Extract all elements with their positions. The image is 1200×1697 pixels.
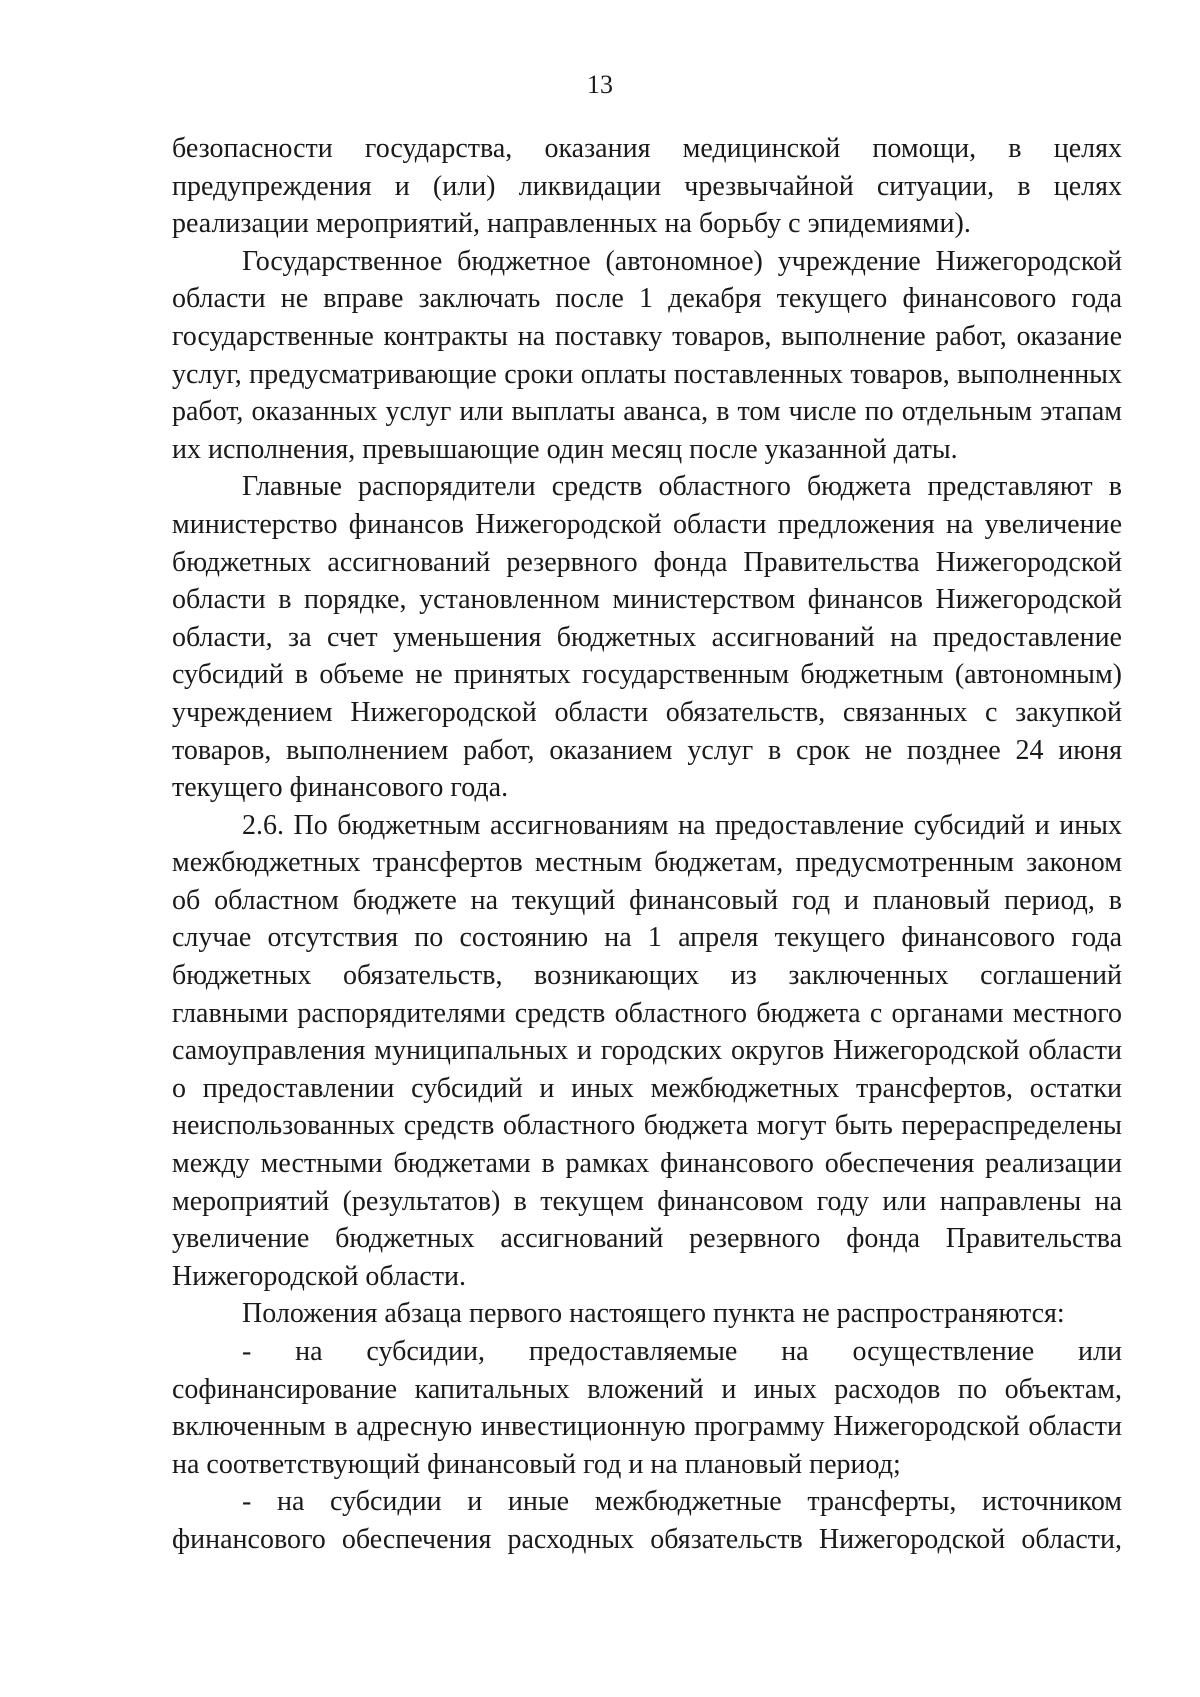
paragraph-institution-contracts: Государственное бюджетное (автономное) учреждение Нижегородской области не вправе заключать после 1 декабря текущего финансового года государственные контракты на поставку товаров, выполнение работ, оказание услуг, предусматривающие сроки оплаты поставленных товаров, выполненных работ, оказанных услуг или выплаты аванса, в том числе по отдельным этапам их исполнения, превышающие один месяц после указанной даты. — [172, 245, 1122, 465]
paragraph-exceptions-intro: Положения абзаца первого настоящего пункта не распространяются: — [242, 1298, 1065, 1330]
list-item-interbudget-transfers: - на субсидии и иные межбюджетные трансферты, источником финансового обеспечения расходных обязательств Нижегородской области, — [172, 1486, 1122, 1555]
page-number: 13 — [587, 70, 613, 99]
paragraph-continuation: безопасности государства, оказания медицинской помощи, в целях предупреждения и (или) ликвидации чрезвычайной ситуации, в целях реализации мероприятий, направленных на борьбу с эпидемиями). — [172, 133, 1122, 240]
paragraph-reserve-fund-proposals: Главные распорядители средств областного бюджета представляют в министерство финансов Нижегородской области предложения на увеличение бюджетных ассигнований резервного фонда Правительства Нижегородской области в порядке, установленном министерством финансов Нижегородской области, за счет уменьшения бюджетных ассигнований на предоставление субсидий в объеме не принятых государственным бюджетным (автономным) учреждением Нижегородской области обязательств, связанных с закупкой товаров, выполнением работ, оказанием услуг в срок не позднее 24 июня текущего финансового года. — [172, 471, 1122, 804]
document-body — [172, 130, 1122, 1559]
list-item-capital-investments: - на субсидии, предоставляемые на осуществление или софинансирование капитальных вложений и иных расходов по объектам, включенным в адресную инвестиционную программу Нижегородской области на соответствующий финансовый год и на плановый период; — [172, 1336, 1122, 1480]
paragraph-2-6: 2.6. По бюджетным ассигнованиям на предоставление субсидий и иных межбюджетных трансфертов местным бюджетам, предусмотренным законом об областном бюджете на текущий финансовый год и плановый период, в случае отсутствия по состоянию на 1 апреля текущего финансового года бюджетных обязательств, возникающих из заключенных соглашений главными распорядителями средств областного бюджета с органами местного самоуправления муниципальных и городских округов Нижегородской области о предоставлении субсидий и иных межбюджетных трансфертов, остатки неиспользованных средств областного бюджета могут быть перераспределены между местными бюджетами в рамках финансового обеспечения реализации мероприятий (результатов) в текущем финансовом году или направлены на увеличение бюджетных ассигнований резервного фонда Правительства Нижегородской области. — [172, 809, 1122, 1292]
